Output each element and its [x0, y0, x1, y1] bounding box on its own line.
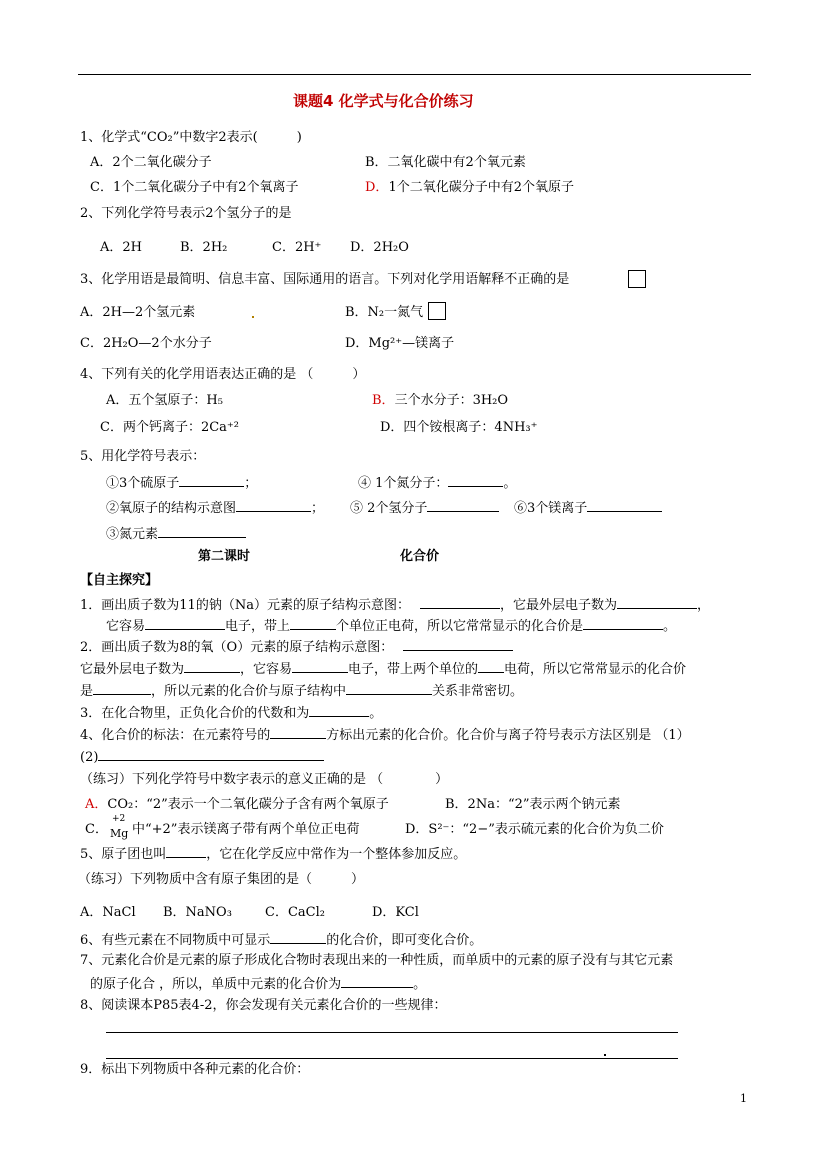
q5-item-6-blank[interactable]: [587, 499, 662, 512]
q5-item-4: [358, 474, 516, 492]
p5-text-a: 5、原子团也叫: [80, 847, 167, 862]
ex2-option-b: B．NaNO₃: [163, 905, 232, 920]
p2-blank-3[interactable]: [292, 660, 348, 673]
p1-blank-2[interactable]: [617, 596, 697, 609]
q5-item-4-end: 。: [503, 476, 517, 491]
p1-line-1: [80, 596, 710, 614]
p6-line: [80, 931, 482, 949]
p2-text-a: 2．画出质子数为8的氧（O）元素的原子结构示意图：: [80, 640, 394, 655]
p1-line-2: [106, 617, 676, 635]
p4-text-a: 4、化合价的标法：在元素符号的: [80, 728, 271, 743]
ex1-option-a-letter: A．: [85, 797, 108, 812]
ex1-option-a: [85, 797, 389, 813]
q1-option-d: [365, 180, 574, 196]
q5-item-2: [106, 499, 324, 517]
p4-blank-2[interactable]: [98, 748, 324, 761]
q3-option-b: B．N₂一氮气: [345, 305, 424, 320]
q5-item-3: [106, 525, 246, 543]
p1-text-e: 电子，带上: [225, 619, 291, 634]
q4-stem: 4、下列有关的化学用语表达正确的是 （ ）: [80, 367, 366, 382]
p1-text-c: ，: [696, 598, 710, 613]
p1-blank-4[interactable]: [290, 617, 336, 630]
p6-text-b: 的化合价，即可变化合价。: [326, 933, 483, 948]
p2-blank-4[interactable]: [478, 660, 504, 673]
ex2-option-a: A．NaCl: [80, 905, 136, 920]
q5-item-1: [106, 474, 257, 492]
p2-text-b: 它最外层电子数为: [80, 662, 185, 677]
q5-item-2-label: ②氧原子的结构示意图: [106, 501, 237, 516]
q3-option-c: C．2H₂O—2个水分子: [80, 336, 212, 351]
q3-option-a: A．2H—2个氢元素: [80, 305, 196, 320]
page-number: 1: [740, 1092, 747, 1105]
p7-line-2: [90, 975, 426, 993]
q4-option-b: [372, 393, 508, 409]
p4-blank-1[interactable]: [270, 726, 326, 739]
ex2-stem: （练习）下列物质中含有原子集团的是（ ）: [78, 872, 365, 887]
q4-option-b-letter: B．: [372, 393, 395, 408]
q5-item-5-blank[interactable]: [427, 499, 499, 512]
section2-left-heading: 第二课时: [198, 549, 251, 564]
p2-text-f: 是: [80, 684, 94, 699]
q3-stem: 3、化学用语是最简明、信息丰富、国际通用的语言。下列对化学用语解释不正确的是: [80, 272, 570, 287]
explore-heading: 【自主探究】: [80, 573, 159, 588]
q1-option-b: B．二氧化碳中有2个氧元素: [365, 155, 526, 170]
p1-text-a: 1．画出质子数为11的钠（Na）元素的原子结构示意图：: [80, 598, 410, 613]
q5-item-5-label: ⑤ 2个氢分子: [350, 501, 428, 516]
q2-stem: 2、下列化学符号表示2个氢分子的是: [80, 206, 292, 221]
ex2-option-c: C．CaCl₂: [265, 905, 325, 920]
p7-text-b: 的原子化合 ，所以，单质中元素的化合价为: [90, 977, 342, 992]
p5-line: [80, 845, 466, 863]
q5-stem: 5、用化学符号表示：: [80, 449, 206, 464]
ex1-option-c-text: 中“+2”表示镁离子带有两个单位正电荷: [132, 822, 360, 837]
q5-item-2-end: ；: [311, 501, 325, 516]
p7-line-1: 7、元素化合价是元素的原子形成化合物时表现出来的一种性质，而单质中的元素的原子没有与其它元素: [80, 953, 674, 968]
p4-text-b: 方标出元素的化合价。化合价与离子符号表示方法区别是 （1）: [326, 728, 690, 743]
q1-stem: 1、化学式“CO₂”中数字2表示( ): [80, 130, 302, 145]
ex1-option-a-text: CO₂：“2”表示一个二氧化碳分子含有两个氧原子: [107, 797, 389, 812]
p8-line: 8、阅读课本P85表4-2，你会发现有关元素化合价的一些规律：: [80, 998, 447, 1013]
q1-option-d-text: 1个二氧化碳分子中有2个氧原子: [388, 180, 574, 195]
stray-dot-2: [604, 1054, 606, 1056]
p1-text-d: 它容易: [106, 619, 146, 634]
p8-answer-line-1[interactable]: [106, 1032, 678, 1033]
p3-text-b: 。: [369, 706, 383, 721]
p1-blank-1[interactable]: [420, 596, 500, 609]
p4-text-c: (2): [80, 750, 99, 765]
q5-item-1-label: ①3个硫原子: [106, 476, 180, 491]
p3-text-a: 3．在化合物里，正负化合价的代数和为: [80, 706, 310, 721]
p6-blank[interactable]: [270, 931, 326, 944]
p1-text-f: 个单位正电荷，所以它常常显示的化合价是: [336, 619, 584, 634]
stray-dot: [252, 316, 254, 318]
ex1-stem: （练习）下列化学符号中数字表示的意义正确的是 （ ）: [80, 772, 449, 787]
ex1-option-c-element: Mg: [110, 827, 129, 840]
q5-item-6-label: ⑥3个镁离子: [514, 501, 588, 516]
p4-line-1: [80, 726, 690, 744]
p9-line: 9．标出下列物质中各种元素的化合价：: [80, 1062, 310, 1077]
q1-option-d-letter: D．: [365, 180, 389, 195]
p2-text-d: 电子，带上两个单位的: [348, 662, 479, 677]
p1-blank-3[interactable]: [145, 617, 225, 630]
q4-option-a: A．五个氢原子：H₅: [106, 393, 223, 408]
p5-blank[interactable]: [166, 845, 206, 858]
p7-blank[interactable]: [341, 975, 413, 988]
p2-blank-5[interactable]: [93, 682, 151, 695]
q5-item-5: [350, 499, 499, 517]
q5-item-4-blank[interactable]: [448, 474, 503, 487]
p2-blank-6[interactable]: [346, 682, 432, 695]
p2-line-1: [80, 638, 513, 656]
q5-item-3-label: ③氮元素: [106, 527, 159, 542]
q2-option-a: A．2H: [100, 240, 142, 255]
q3-option-d: D．Mg²⁺—镁离子: [345, 336, 455, 351]
ex1-option-d: D．S²⁻：“2−”表示硫元素的化合价为负二价: [405, 822, 664, 837]
p7-text-c: 。: [413, 977, 427, 992]
p3-blank[interactable]: [309, 704, 369, 717]
q3-option-b-box[interactable]: [428, 302, 446, 320]
q5-item-4-label: ④ 1个氮分子：: [358, 476, 449, 491]
q5-item-3-blank[interactable]: [158, 525, 246, 538]
p8-answer-line-2[interactable]: [106, 1058, 678, 1059]
p2-text-g: ，所以元素的化合价与原子结构中: [151, 684, 347, 699]
p2-blank-1[interactable]: [403, 638, 513, 651]
p1-blank-5[interactable]: [583, 617, 663, 630]
q2-option-b: B．2H₂: [180, 240, 228, 255]
ex1-option-c-charge: +2: [112, 814, 126, 824]
page-title: 课题4 化学式与化合价练习: [293, 92, 474, 110]
ex1-option-c-prefix: C．: [85, 822, 108, 837]
q5-item-6: [514, 499, 662, 517]
top-rule: [78, 74, 751, 75]
p5-text-b: ，它在化学反应中常作为一个整体参加反应。: [206, 847, 467, 862]
p2-text-c: ，它容易: [240, 662, 293, 677]
p2-text-e: 电荷，所以它常常显示的化合价: [504, 662, 687, 677]
q4-option-b-text: 三个水分子：3H₂O: [394, 393, 509, 408]
p4-line-2: [80, 748, 324, 766]
section2-right-heading: 化合价: [400, 549, 440, 564]
p2-line-2: [80, 660, 686, 678]
p2-blank-2[interactable]: [184, 660, 240, 673]
q5-item-1-blank[interactable]: [179, 474, 244, 487]
q4-option-c: C．两个钙离子：2Ca⁺²: [100, 420, 239, 435]
p2-text-h: 关系非常密切。: [432, 684, 524, 699]
q2-option-d: D．2H₂O: [350, 240, 409, 255]
p3-line: [80, 704, 382, 722]
q1-option-a: A．2个二氧化碳分子: [90, 155, 212, 170]
p1-text-b: ，它最外层电子数为: [499, 598, 617, 613]
q4-option-d: D．四个铵根离子：4NH₃⁺: [380, 420, 538, 435]
p1-text-g: 。: [663, 619, 677, 634]
q3-answer-box[interactable]: [628, 270, 646, 288]
p6-text-a: 6、有些元素在不同物质中可显示: [80, 933, 271, 948]
q1-option-c: C．1个二氧化碳分子中有2个氧离子: [90, 180, 299, 195]
q2-option-c: C．2H⁺: [272, 240, 322, 255]
q5-item-1-end: ；: [244, 476, 258, 491]
q5-item-2-blank[interactable]: [236, 499, 311, 512]
ex1-option-b: B．2Na：“2”表示两个钠元素: [445, 797, 621, 812]
p2-line-3: [80, 682, 523, 700]
ex2-option-d: D．KCl: [372, 905, 419, 920]
